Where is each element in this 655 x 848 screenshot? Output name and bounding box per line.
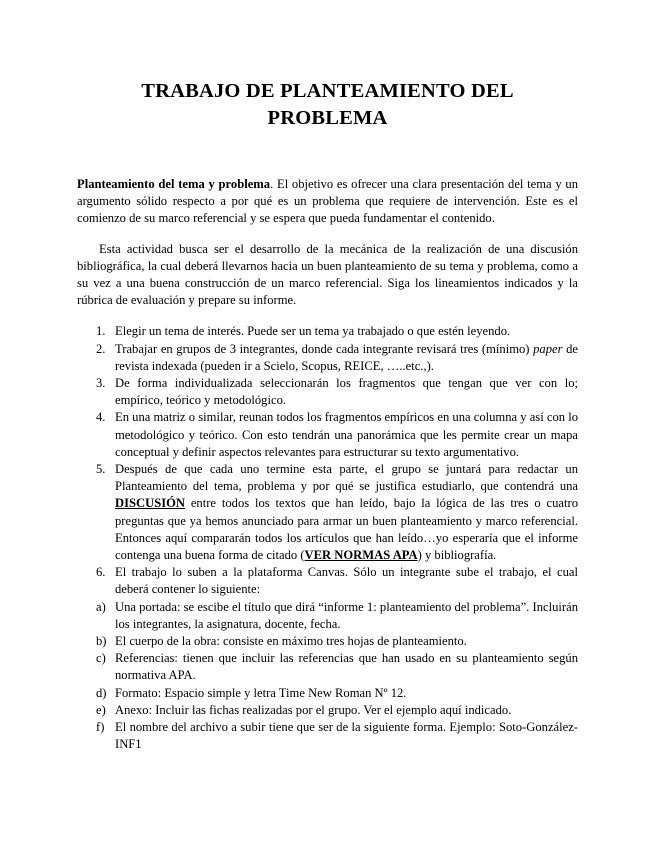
list-text: Una portada: se escibe el título que dirá “informe 1: planteamiento del problema”. Incluirán los integrantes, la asignatura, docente, fecha.: [115, 599, 578, 631]
list-text: Formato: Espacio simple y letra Time New Roman Nº 12.: [115, 685, 407, 700]
list-number: 4.: [96, 410, 106, 425]
list-item: [77, 341, 578, 375]
intro-paragraph: [77, 176, 578, 228]
list-text-italic: paper: [533, 341, 563, 356]
list-text: entre todos los textos que han leído, bajo la lógica de las tres o cuatro preguntas que ya hemos anunciado para armar un buen planteamiento y marco referencial. Entonces aquí compararán todos los artículos que han leído…yo esperaría que el informe contenga una buena forma de citado (: [115, 496, 578, 563]
list-letter: e): [96, 702, 106, 717]
list-letter: a): [96, 599, 106, 614]
list-item: [77, 650, 578, 684]
list-number: 2.: [96, 341, 106, 356]
list-letter: d): [96, 685, 107, 700]
title-line-2: PROBLEMA: [267, 107, 388, 129]
list-number: 6.: [96, 565, 106, 580]
list-item: [77, 323, 578, 340]
list-item: [77, 564, 578, 598]
intro-lead: Planteamiento del tema y problema: [77, 177, 271, 191]
activity-paragraph: Esta actividad busca ser el desarrollo de la mecánica de la realización de una discusión bibliográfica, la cual deberá llevarnos hacia un buen planteamiento de su tema y problema, como a su vez a una buena construcción de un marco referencial. Siga los lineamientos indicados y la rúbrica de evaluación y prepare su informe.: [77, 241, 578, 308]
list-text: ) y bibliografía.: [417, 548, 497, 563]
list-item: [77, 633, 578, 650]
list-number: 1.: [96, 324, 106, 339]
list-text: de revista indexada (pueden ir a Scielo, Scopus, REICE, …..etc.,).: [115, 341, 578, 373]
apa-norms-link[interactable]: VER NORMAS APA: [304, 548, 418, 563]
list-letter: c): [96, 651, 106, 666]
list-text: Anexo: Incluir las fichas realizadas por el grupo. Ver el ejemplo aquí indicado.: [115, 702, 512, 717]
list-item: [77, 599, 578, 633]
list-number: 5.: [96, 462, 106, 477]
list-text: Trabajar en grupos de 3 integrantes, donde cada integrante revisará tres (mínimo): [115, 341, 534, 356]
list-item: [77, 375, 578, 409]
title-line-1: TRABAJO DE PLANTEAMIENTO DEL: [141, 80, 514, 102]
list-letter: b): [96, 634, 107, 649]
list-item: [77, 685, 578, 702]
list-item: [77, 461, 578, 564]
list-item: [77, 702, 578, 719]
list-text: Elegir un tema de interés. Puede ser un tema ya trabajado o que estén leyendo.: [115, 324, 511, 339]
list-item: [77, 719, 578, 753]
list-text: De forma individualizada seleccionarán los fragmentos que tengan que ver con lo; empírico, teórico y metodológico.: [115, 376, 578, 408]
steps-list: [77, 323, 578, 598]
list-text: En una matriz o similar, reunan todos los fragmentos empíricos en una columna y así con lo metodológico y teórico. Con esto tendrán una panorámica que les permite crear un mapa conceptual y definir aspectos relevantes para estructurar su texto argumentativo.: [115, 410, 578, 459]
list-text: El trabajo lo suben a la plataforma Canvas. Sólo un integrante sube el trabajo, el cual deberá contener lo siguiente:: [115, 565, 578, 597]
list-text: Referencias: tienen que incluir las referencias que han usado en su planteamiento según normativa APA.: [115, 651, 578, 683]
requirements-list: [77, 599, 578, 754]
list-number: 3.: [96, 376, 106, 391]
intro-text: . El objetivo es ofrecer una clara presentación del tema y un argumento sólido respecto a por qué es un problema que requiere de intervención. Este es el comienzo de su marco referencial y se espera que pueda fundamentar el contenido.: [77, 177, 579, 226]
list-text: Después de que cada uno termine esta parte, el grupo se juntará para redactar un Planteamiento del tema, problema y por qué se justifica estudiarlo, que contendrá una: [115, 462, 578, 494]
list-item: [77, 409, 578, 461]
list-letter: f): [96, 720, 105, 735]
list-text: El cuerpo de la obra: consiste en máximo tres hojas de planteamiento.: [115, 634, 467, 649]
discusion-emphasis: DISCUSIÓN: [115, 496, 185, 511]
page-title: [77, 78, 578, 132]
list-text: El nombre del archivo a subir tiene que ser de la siguiente forma. Ejemplo: Soto-González-INF1: [115, 720, 578, 752]
